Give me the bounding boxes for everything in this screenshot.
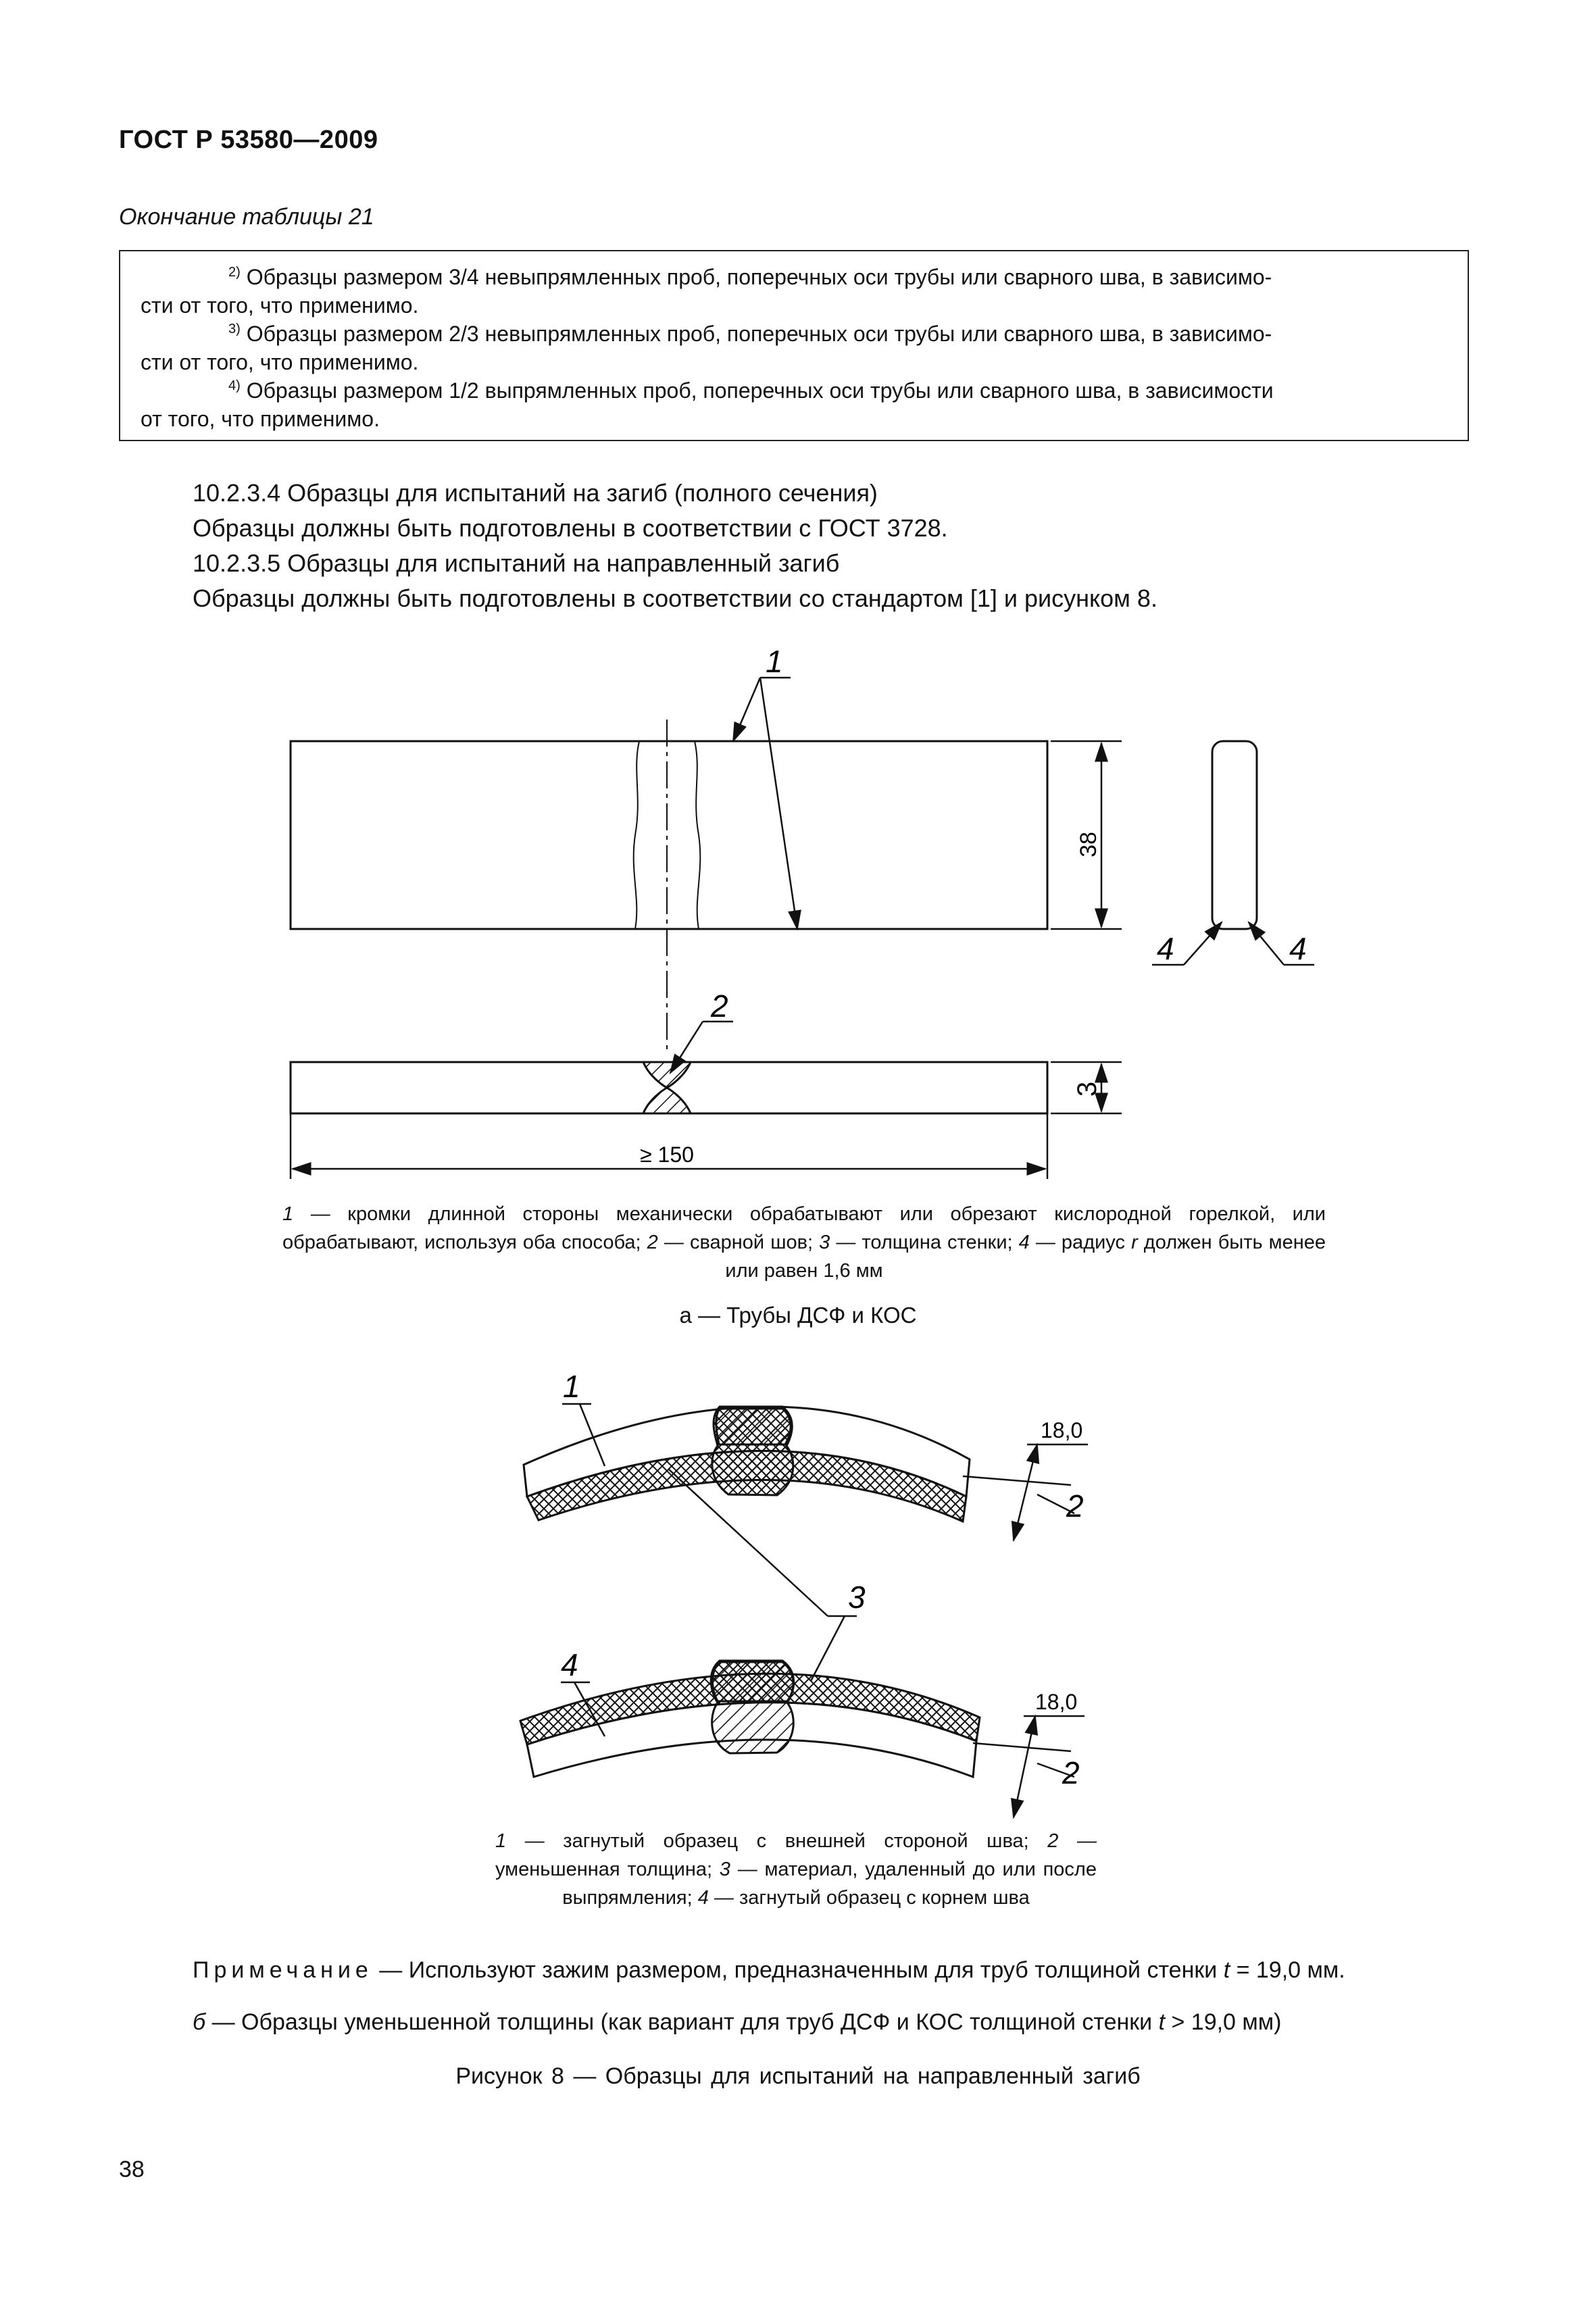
paragraph-standard-1: Образцы должны быть подготовлены в соответствии со стандартом [1] и рисунком 8. <box>193 584 1157 612</box>
callout-label-1: 1 <box>766 644 783 679</box>
callout-label-1-bent: 1 <box>563 1369 580 1404</box>
legend-text: — материал, удаленный до или после выпрямления; <box>562 1859 1097 1909</box>
legend-num: 2 <box>1047 1830 1059 1852</box>
figure-a-subcaption: а — Трубы ДСФ и КОС <box>679 1303 917 1328</box>
callout-3-material <box>669 1469 857 1681</box>
subcaption-prefix: б <box>193 2009 206 2035</box>
legend-text: — радиус <box>1029 1232 1132 1253</box>
dimension-label-38: 38 <box>1076 832 1101 857</box>
legend-num: 2 <box>647 1232 658 1253</box>
document-header: ГОСТ Р 53580—2009 <box>119 126 378 154</box>
paragraph-gost-3728: Образцы должны быть подготовлены в соответствии с ГОСТ 3728. <box>193 514 948 542</box>
callout-label-4-left: 4 <box>1157 931 1174 966</box>
figure-caption: Рисунок 8 — Образцы для испытаний на направленный загиб <box>455 2063 1141 2089</box>
note-text: — Используют зажим размером, предназначенным для труб толщиной стенки <box>372 1957 1224 1983</box>
subcaption-text: — Образцы уменьшенной толщины (как вариант для труб ДСФ и КОС толщиной стенки <box>205 2009 1159 2035</box>
dimension-label-150: ≥ 150 <box>640 1142 694 1167</box>
legend-text: — сварной шов; <box>657 1232 820 1253</box>
legend-num: 3 <box>719 1859 730 1880</box>
footnote-text: Образцы размером 2/3 невыпрямленных проб, поперечных оси трубы или сварного шва, в зависимо- <box>246 322 1272 346</box>
legend-text: должен быть менее или равен 1,6 мм <box>725 1232 1326 1282</box>
legend-num: 4 <box>1018 1232 1030 1253</box>
subcaption-value: > 19,0 мм) <box>1165 2009 1282 2035</box>
legend-text: — толщина стенки; <box>830 1232 1019 1253</box>
paragraph-10-2-3-5: 10.2.3.5 Образцы для испытаний на направленный загиб <box>193 549 840 577</box>
legend-text: — загнутый образец с внешней стороной шва; <box>506 1830 1048 1852</box>
legend-num: 4 <box>697 1887 709 1909</box>
footnote-mark: 4) <box>228 378 241 393</box>
figure-note <box>193 1957 1345 1984</box>
page-number: 38 <box>119 2157 145 2182</box>
callout-1-edge <box>733 678 797 929</box>
subcaption-var: t <box>1158 2009 1166 2035</box>
callout-label-3: 3 <box>848 1580 866 1615</box>
legend-text: — уменьшенная толщина; <box>495 1830 1097 1880</box>
specimen-side-view <box>291 1062 1047 1113</box>
callout-label-4-right: 4 <box>1289 931 1307 966</box>
note-var: t <box>1223 1957 1230 1983</box>
dimension-label-3: 3 <box>1072 1081 1102 1097</box>
callout-label-4-bent: 4 <box>561 1647 578 1682</box>
specimen-end-view <box>1212 741 1257 929</box>
bent-specimen-root-weld <box>520 1661 980 1777</box>
legend-num: 1 <box>495 1830 507 1852</box>
footnote-text-cont: сти от того, что применимо. <box>141 350 419 374</box>
callout-label-2-top: 2 <box>1066 1488 1084 1524</box>
figure-a-legend <box>282 1200 1326 1285</box>
footnote-text-cont: от того, что применимо. <box>141 407 380 431</box>
footnote-mark: 2) <box>228 265 241 280</box>
note-label: Примечание <box>193 1957 373 1983</box>
callout-label-2: 2 <box>711 988 728 1024</box>
footnote-text-cont: сти от того, что применимо. <box>141 293 419 318</box>
table-caption: Окончание таблицы 21 <box>119 204 374 230</box>
dimension-label-18-bottom: 18,0 <box>1035 1690 1078 1714</box>
paragraph-10-2-3-4: 10.2.3.4 Образцы для испытаний на загиб (полного сечения) <box>193 479 878 507</box>
bent-specimen-outer-weld <box>524 1407 970 1521</box>
legend-text: — кромки длинной стороны механически обрабатывают или обрезают кислородной горелкой, или обрабатывают, используя оба способа; <box>282 1203 1326 1253</box>
figure-b-legend <box>495 1827 1097 1912</box>
legend-num: 1 <box>282 1203 294 1225</box>
footnote-text: Образцы размером 3/4 невыпрямленных проб, поперечных оси трубы или сварного шва, в зависимо- <box>246 265 1272 289</box>
callout-label-2-bottom: 2 <box>1062 1755 1080 1790</box>
legend-num: 3 <box>819 1232 830 1253</box>
footnote-mark: 3) <box>228 322 241 336</box>
legend-text: — загнутый образец с корнем шва <box>708 1887 1030 1909</box>
legend-var: r <box>1131 1232 1138 1253</box>
footnote-text: Образцы размером 1/2 выпрямленных проб, поперечных оси трубы или сварного шва, в зависимости <box>246 378 1274 403</box>
specimen-plan-view <box>291 720 1047 1054</box>
dimension-label-18-top: 18,0 <box>1041 1418 1083 1442</box>
figure-b-subcaption <box>193 2009 1281 2036</box>
note-value: = 19,0 мм. <box>1230 1957 1345 1983</box>
